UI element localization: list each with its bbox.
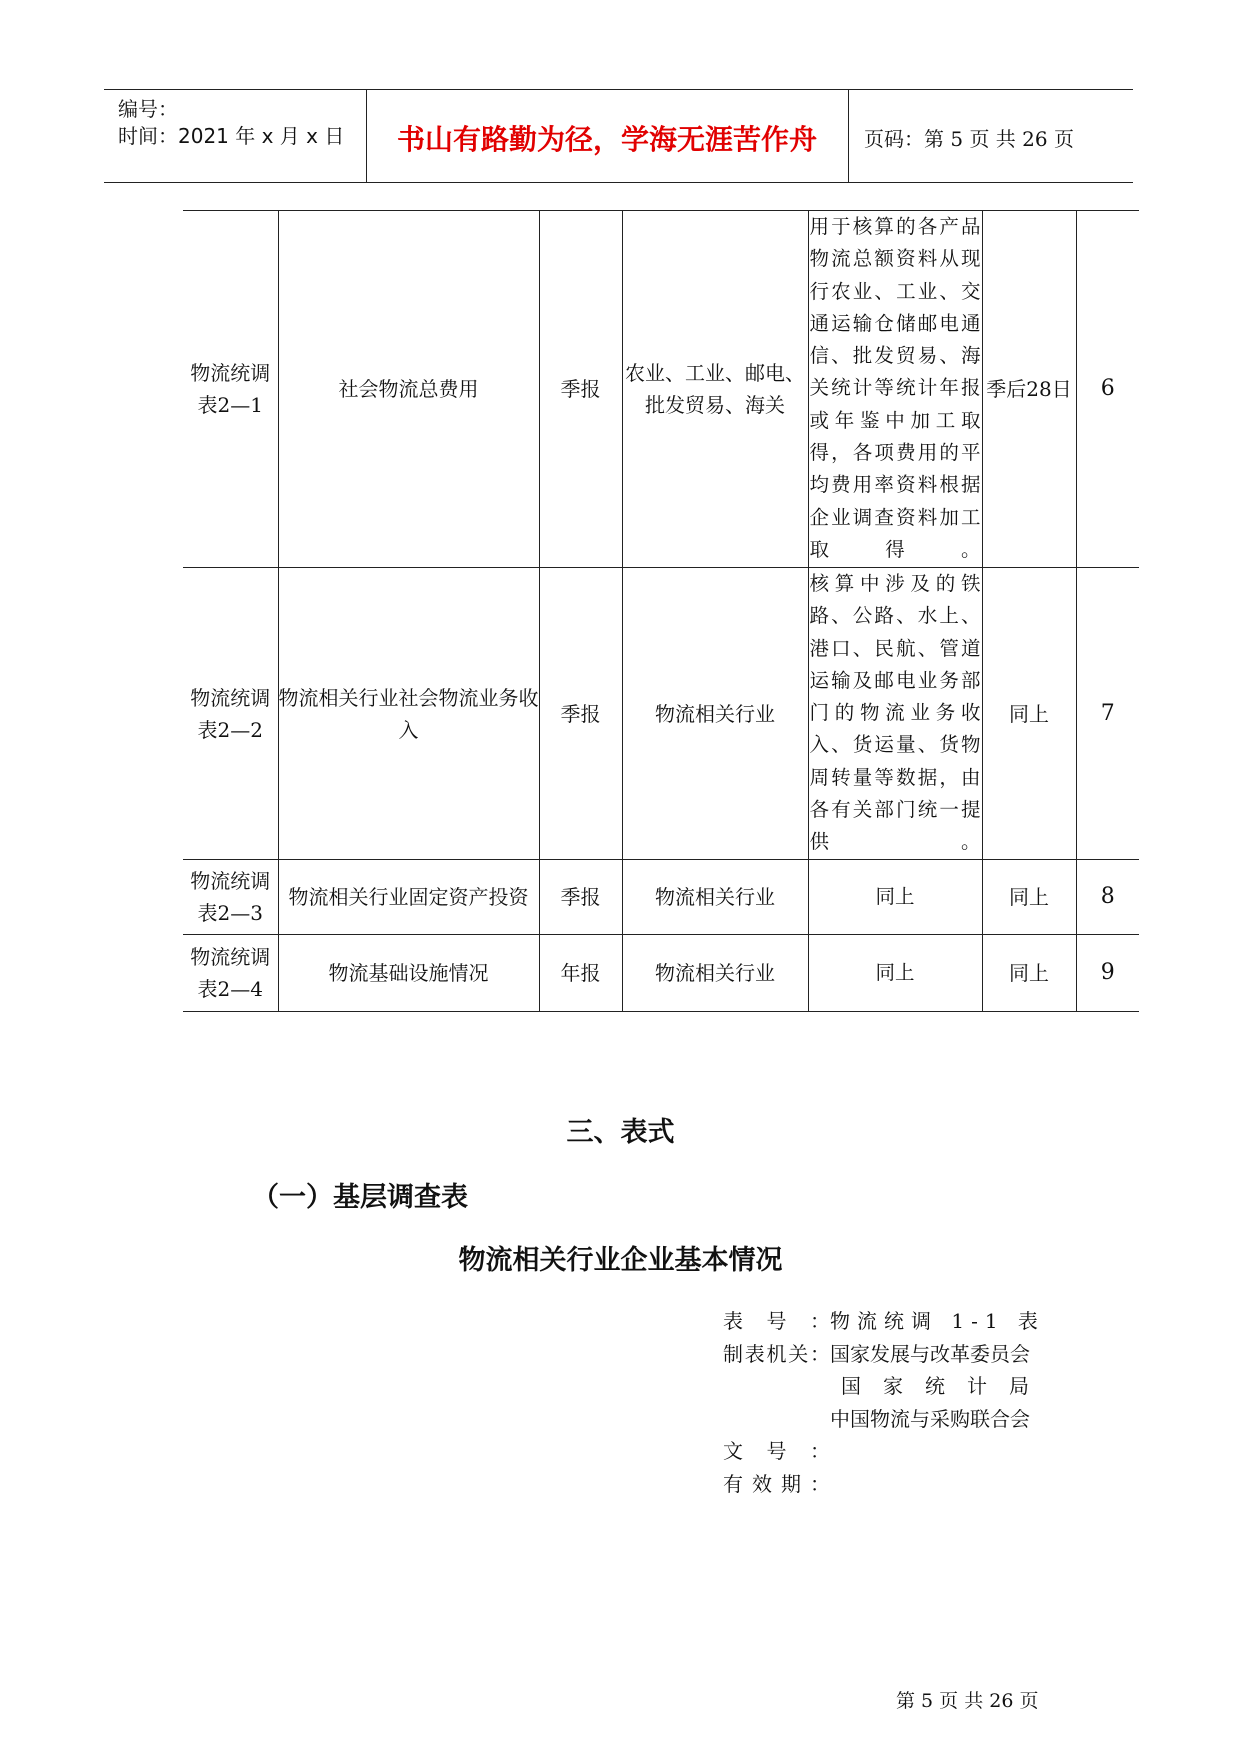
- header-motto: 书山有路勤为径，学海无涯苦作舟: [396, 123, 817, 156]
- statistics-report-table: [183, 210, 1139, 1012]
- form-name-cell: 物流基础设施情况: [278, 935, 539, 1012]
- form-title: 物流相关行业企业基本情况: [458, 1245, 783, 1276]
- form-code-cell: 物流统调表2—4: [183, 935, 278, 1012]
- deadline-cell: 季后28日: [982, 211, 1076, 568]
- table-row: [183, 860, 1139, 935]
- issuer-value-3: 中国物流与采购联合会: [830, 1406, 1030, 1431]
- sequence-cell: 6: [1076, 211, 1139, 568]
- form-number-value: 物流统调 1-1 表: [830, 1309, 1045, 1333]
- deadline-cell: 同上: [982, 935, 1076, 1012]
- doc-number-label: 文号：: [723, 1439, 830, 1463]
- table-row: [183, 935, 1139, 1012]
- subsection-title: （一）基层调查表: [252, 1182, 468, 1213]
- survey-scope-cell: 物流相关行业: [622, 860, 808, 935]
- form-code-cell: 物流统调表2—2: [183, 568, 278, 860]
- form-code-cell: 物流统调表2—3: [183, 860, 278, 935]
- report-period-cell: 年报: [539, 935, 622, 1012]
- issuer-value-1: 国家发展与改革委员会: [830, 1341, 1030, 1366]
- deadline-cell: 同上: [982, 860, 1076, 935]
- document-number-label: 编号：: [118, 97, 178, 121]
- header-left-cell: [104, 90, 367, 182]
- data-source-cell: 核算中涉及的铁路、公路、水上、港口、民航、管道运输及邮电业务部门的物流业务收入、货运量、货物周转量等数据，由各有关部门统一提供。: [808, 568, 982, 860]
- survey-scope-cell: 物流相关行业: [622, 935, 808, 1012]
- form-name-cell: 物流相关行业固定资产投资: [278, 860, 539, 935]
- form-name-cell: 社会物流总费用: [278, 211, 539, 568]
- section-title: 三、表式: [566, 1117, 675, 1148]
- data-source-cell: 同上: [808, 860, 982, 935]
- sequence-cell: 8: [1076, 860, 1139, 935]
- report-period-cell: 季报: [539, 568, 622, 860]
- data-source-cell: 用于核算的各产品物流总额资料从现行农业、工业、交通运输仓储邮电通信、批发贸易、海关统计等统计年报或年鉴中加工取得，各项费用的平均费用率资料根据企业调查资料加工取得。: [808, 211, 982, 568]
- header-center-cell: [366, 90, 849, 182]
- form-name-cell: 物流相关行业社会物流业务收入: [278, 568, 539, 860]
- report-period-cell: 季报: [539, 860, 622, 935]
- report-period-cell: 季报: [539, 211, 622, 568]
- table-row: [183, 568, 1139, 860]
- table-row: [183, 211, 1139, 568]
- header-right-cell: [848, 90, 1133, 182]
- sequence-cell: 9: [1076, 935, 1139, 1012]
- page-footer: 第 5 页 共 26 页: [896, 1690, 1039, 1712]
- issuer-value-2: 国家统计局: [841, 1374, 1051, 1398]
- page-header: [104, 89, 1133, 183]
- form-number-label: 表号：: [723, 1309, 830, 1333]
- data-source-cell: 同上: [808, 935, 982, 1012]
- document-time-label: 时间：2021 年 x 月 x 日: [118, 124, 345, 148]
- deadline-cell: 同上: [982, 568, 1076, 860]
- sequence-cell: 7: [1076, 568, 1139, 860]
- header-page-number: 页码：第 5 页 共 26 页: [864, 127, 1074, 151]
- survey-scope-cell: 物流相关行业: [622, 568, 808, 860]
- validity-label: 有效期：: [723, 1471, 830, 1496]
- form-code-cell: 物流统调表2—1: [183, 211, 278, 568]
- issuer-label: 制表机关：: [723, 1341, 830, 1366]
- survey-scope-cell: 农业、工业、邮电、批发贸易、海关: [622, 211, 808, 568]
